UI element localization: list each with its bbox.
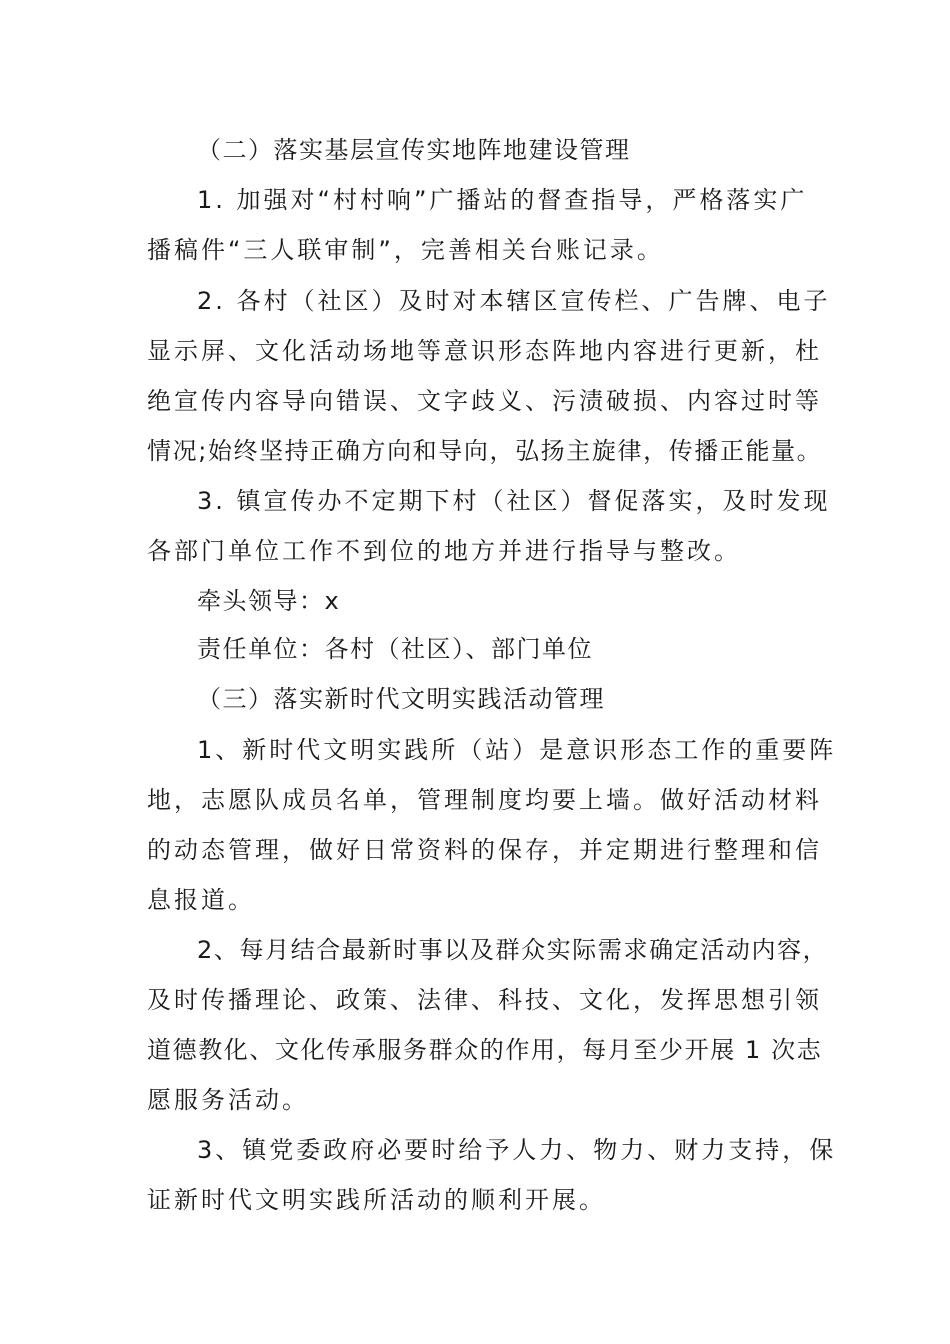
paragraph-line: 道德教化、文化传承服务群众的作用，每月至少开展 1 次志 — [147, 1036, 823, 1064]
paragraph-line: 证新时代文明实践所活动的顺利开展。 — [147, 1186, 606, 1214]
section-heading-3: （三）落实新时代文明实践活动管理 — [197, 685, 605, 713]
paragraph-line: 息报道。 — [147, 886, 255, 914]
paragraph-line: 各部门单位工作不到位的地方并进行指导与整改。 — [147, 537, 741, 565]
paragraph-line: 1. 加强对“村村响”广播站的督查指导，严格落实广 — [197, 186, 808, 214]
paragraph-line: 显示屏、文化活动场地等意识形态阵地内容进行更新，杜 — [147, 337, 822, 365]
paragraph-line: 及时传播理论、政策、法律、科技、文化，发挥思想引领 — [147, 986, 822, 1014]
responsible-unit-line: 责任单位：各村（社区）、部门单位 — [197, 635, 593, 663]
section-heading-2: （二）落实基层宣传实地阵地建设管理 — [197, 136, 631, 164]
paragraph-line: 情况;始终坚持正确方向和导向，弘扬主旋律，传播正能量。 — [147, 437, 823, 465]
paragraph-line: 3、镇党委政府必要时给予人力、物力、财力支持，保 — [197, 1136, 837, 1164]
paragraph-line: 绝宣传内容导向错误、文字歧义、污渍破损、内容过时等 — [147, 387, 822, 415]
paragraph-line: 的动态管理，做好日常资料的保存，并定期进行整理和信 — [147, 836, 822, 864]
lead-leader-line: 牵头领导：x — [197, 587, 341, 615]
paragraph-line: 2. 各村（社区）及时对本辖区宣传栏、广告牌、电子 — [197, 287, 831, 315]
paragraph-line: 地，志愿队成员名单，管理制度均要上墙。做好活动材料 — [147, 786, 822, 814]
paragraph-line: 1、新时代文明实践所（站）是意识形态工作的重要阵 — [197, 736, 837, 764]
paragraph-line: 播稿件“三人联审制”，完善相关台账记录。 — [147, 236, 664, 264]
paragraph-line: 2、每月结合最新时事以及群众实际需求确定活动内容， — [197, 936, 829, 964]
paragraph-line: 愿服务活动。 — [147, 1086, 309, 1114]
paragraph-line: 3. 镇宣传办不定期下村（社区）督促落实，及时发现 — [197, 487, 831, 515]
